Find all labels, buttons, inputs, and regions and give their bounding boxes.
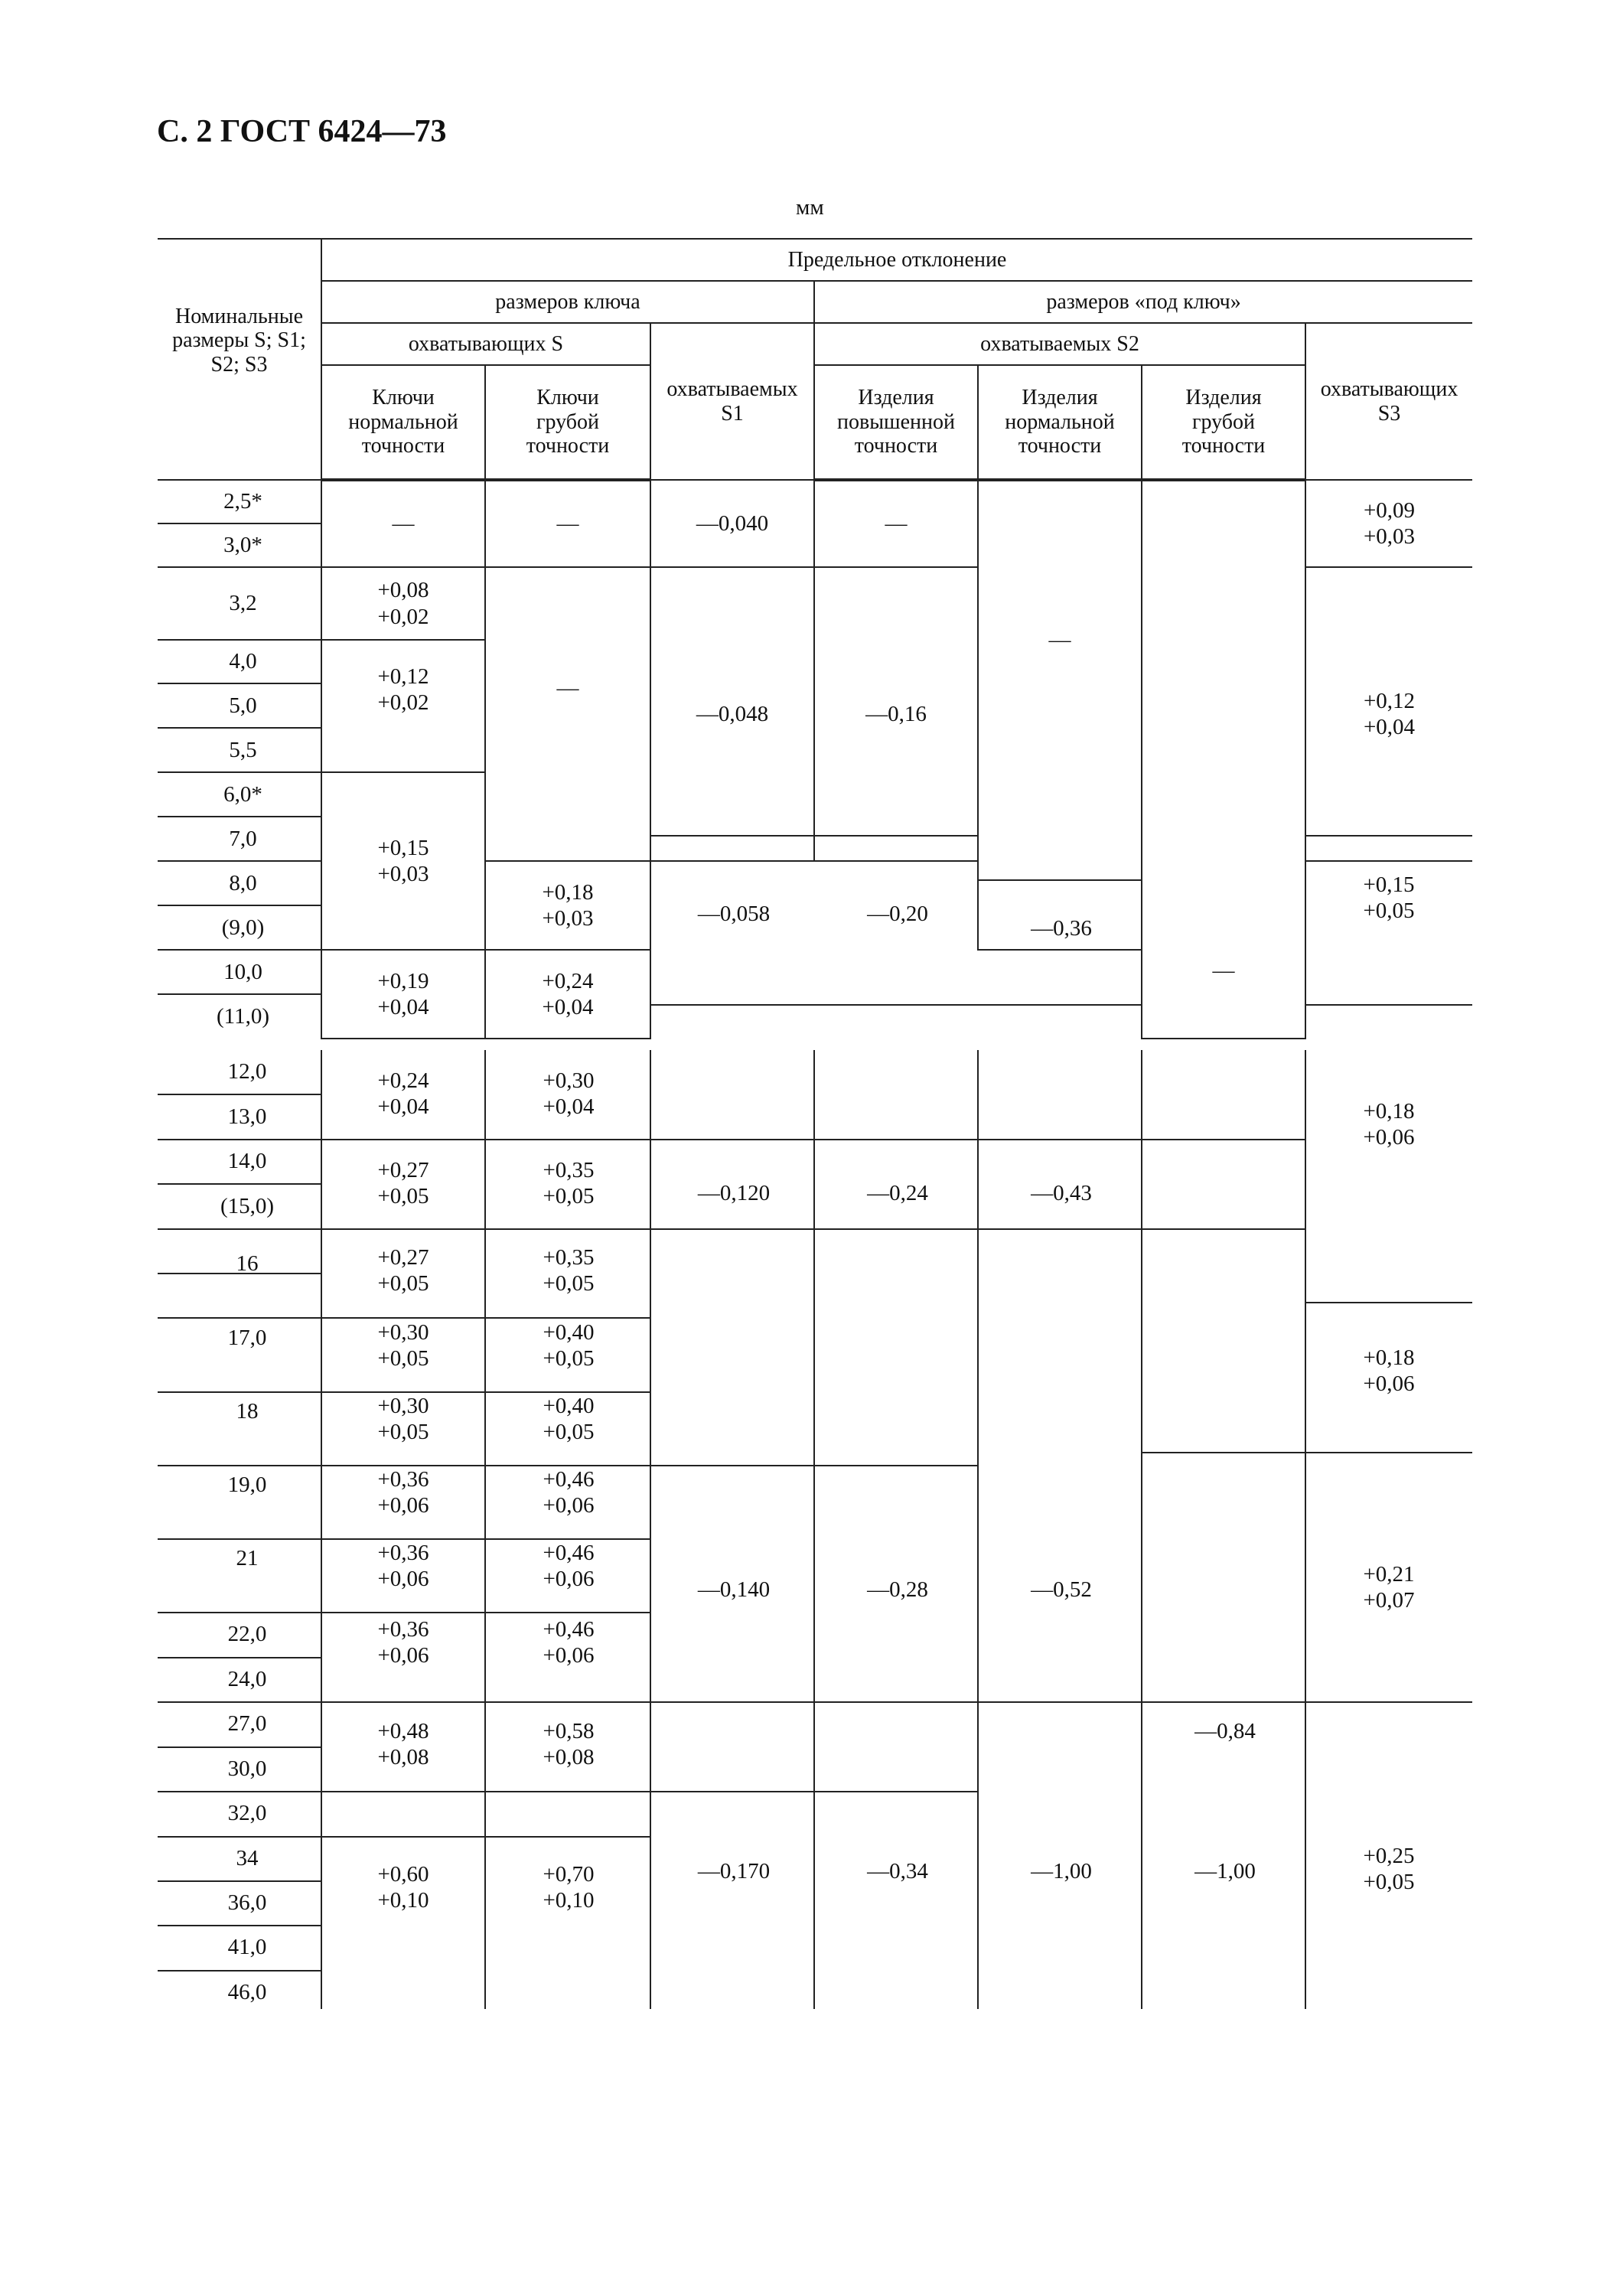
items-rough-cell: —0,84 — [1194, 1719, 1256, 1743]
tol-upper: +0,18 — [542, 879, 594, 905]
nominal-cell: 12,0 — [227, 1059, 267, 1084]
nominal-cell: 3,2 — [158, 567, 321, 640]
keys-normal-cell — [321, 1861, 485, 1913]
tol-lower: +0,03 — [377, 862, 429, 886]
tol-lower: +0,04 — [377, 995, 429, 1019]
nominal-cell: 6,0* — [158, 772, 321, 817]
header-enveloping-s: охватывающих S — [321, 323, 650, 365]
nominal-cell: 18 — [236, 1399, 259, 1424]
nominal-cell: 34 — [236, 1846, 259, 1870]
tol-lower: +0,05 — [377, 1346, 429, 1371]
tol-upper: — — [556, 511, 579, 536]
nominal-cell: 27,0 — [227, 1711, 267, 1736]
keys-rough-value: — — [556, 676, 579, 700]
tol-lower: +0,02 — [377, 604, 429, 629]
nominal-cell: 13,0 — [227, 1104, 267, 1129]
nominal-cell: 8,0 — [158, 861, 321, 905]
enveloped-s1-cell: —0,058 — [697, 902, 771, 926]
keys-normal-cell — [321, 1068, 485, 1120]
header-items-increased-text: Изделия повышенной точности — [837, 386, 955, 458]
items-normal-cell: —1,00 — [1031, 1859, 1092, 1883]
tol-upper: +0,58 — [543, 1719, 595, 1743]
tol-lower: +0,03 — [542, 906, 594, 931]
tol-upper: +0,12 — [1363, 688, 1416, 713]
nominal-cell: (9,0) — [158, 905, 321, 950]
keys-rough-cell — [487, 1718, 650, 1770]
tol-lower: +0,07 — [1363, 1588, 1415, 1613]
tol-upper: +0,46 — [543, 1541, 595, 1565]
enveloped-s1-cell: —0,120 — [697, 1181, 771, 1205]
items-normal-cell: —0,43 — [1031, 1181, 1092, 1205]
keys-rough-cell — [487, 1616, 650, 1668]
tol-lower: +0,08 — [377, 1745, 429, 1770]
tol-lower: +0,10 — [543, 1888, 595, 1913]
tol-lower: +0,06 — [543, 1643, 595, 1668]
keys-rough-cell — [487, 1068, 650, 1120]
nominal-cell: 21 — [236, 1546, 259, 1570]
tol-lower: +0,06 — [543, 1493, 595, 1518]
keys-rough-cell — [487, 1244, 650, 1296]
enveloping-s3-cell — [1307, 1098, 1471, 1150]
nominal-cell: 2,5* — [158, 480, 321, 523]
tol-upper: +0,15 — [1363, 872, 1415, 897]
tol-lower: +0,05 — [1363, 1870, 1415, 1895]
tol-lower: +0,04 — [1363, 715, 1416, 739]
nominal-cell: 7,0 — [158, 817, 321, 861]
nominal-cell: 17,0 — [227, 1326, 267, 1350]
tol-lower: +0,04 — [377, 1094, 429, 1120]
items-normal-value: — — [1048, 628, 1071, 652]
header-limit-deviation: Предельное отклонение — [321, 239, 1472, 281]
tol-upper: +0,35 — [543, 1158, 595, 1182]
nominal-cell: 5,5 — [158, 728, 321, 772]
keys-rough-cell — [487, 1319, 650, 1371]
keys-normal-cell — [321, 1319, 485, 1371]
keys-normal-cell — [321, 1616, 485, 1668]
keys-rough-cell — [487, 1540, 650, 1592]
items-normal-cell: —0,36 — [1031, 916, 1092, 941]
items-rough-cell: —1,00 — [1194, 1859, 1256, 1883]
tol-lower: +0,04 — [542, 995, 594, 1019]
tol-lower: +0,06 — [543, 1567, 595, 1592]
keys-normal-cell — [321, 1718, 485, 1770]
header-key-sizes: размеров ключа — [321, 281, 814, 323]
enveloped-s1-cell: —0,040 — [650, 480, 814, 567]
header-items-rough-text: Изделия грубой точности — [1181, 386, 1266, 458]
nominal-cell: 19,0 — [227, 1473, 267, 1497]
header-keys-rough-text: Ключи грубой точности — [526, 386, 610, 458]
keys-normal-cell — [321, 1244, 485, 1296]
tol-lower: +0,05 — [377, 1271, 429, 1296]
tol-upper: +0,30 — [377, 1320, 429, 1345]
header-nominal-text: Номинальные размеры S; S1; S2; S3 — [172, 305, 306, 377]
keys-rough-cell — [487, 1466, 650, 1518]
keys-normal-cell — [321, 1157, 485, 1209]
nominal-cell: 16 — [236, 1251, 259, 1276]
tol-lower: +0,05 — [543, 1184, 595, 1209]
tol-upper: +0,70 — [543, 1862, 595, 1887]
tol-lower: +0,06 — [377, 1567, 429, 1592]
nominal-cell: 30,0 — [227, 1756, 267, 1781]
tol-lower: +0,02 — [377, 690, 429, 716]
tol-upper: +0,40 — [543, 1320, 595, 1345]
tol-lower: +0,08 — [543, 1745, 595, 1770]
tol-upper: +0,21 — [1363, 1562, 1415, 1587]
items-increased-cell: —0,34 — [867, 1859, 928, 1883]
tol-lower: +0,05 — [543, 1271, 595, 1296]
keys-normal-cell — [321, 1466, 485, 1518]
tol-lower: +0,03 — [1363, 524, 1416, 549]
header-enveloping-s3-text: охватывающих S3 — [1320, 377, 1458, 426]
nominal-cell: 22,0 — [227, 1622, 267, 1646]
tol-upper: +0,36 — [377, 1467, 429, 1492]
keys-rough-cell — [487, 1861, 650, 1913]
tol-upper: +0,46 — [543, 1467, 595, 1492]
items-rough-value: — — [1212, 958, 1235, 983]
tol-upper: +0,48 — [377, 1719, 429, 1743]
header-items-normal-text: Изделия нормальной точности — [1005, 386, 1115, 458]
items-normal-cell: —0,52 — [1031, 1577, 1092, 1602]
tol-upper: +0,24 — [542, 968, 594, 993]
tol-upper: +0,09 — [1363, 497, 1416, 523]
items-increased-cell: —0,16 — [814, 567, 978, 861]
tol-lower: +0,06 — [1363, 1125, 1415, 1150]
tol-lower: +0,05 — [543, 1420, 595, 1445]
header-under-key-sizes: размеров «под ключ» — [814, 281, 1472, 323]
keys-rough-cell — [487, 1157, 650, 1209]
tol-upper: +0,36 — [377, 1541, 429, 1565]
enveloping-s3-cell — [1307, 872, 1471, 924]
enveloped-s1-cell: —0,170 — [697, 1859, 771, 1883]
header-enveloped-s2: охватываемых S2 — [814, 323, 1305, 365]
nominal-cell: 24,0 — [227, 1667, 267, 1691]
tol-upper: +0,08 — [377, 578, 429, 603]
tol-lower: +0,05 — [377, 1184, 429, 1209]
nominal-cell: 14,0 — [227, 1149, 267, 1173]
tol-lower: +0,10 — [377, 1888, 429, 1913]
items-increased-cell: —0,24 — [867, 1181, 928, 1205]
enveloping-s3-cell — [1307, 1561, 1471, 1613]
tol-upper: +0,18 — [1363, 1099, 1415, 1124]
items-increased-cell: — — [814, 480, 978, 567]
nominal-cell: (11,0) — [158, 994, 321, 1039]
enveloping-s3-cell — [1307, 1843, 1471, 1895]
tol-upper: +0,60 — [377, 1862, 429, 1887]
keys-normal-cell — [321, 1393, 485, 1445]
page-header: С. 2 ГОСТ 6424—73 — [157, 114, 447, 149]
tol-upper: +0,35 — [543, 1245, 595, 1270]
tol-upper: +0,25 — [1363, 1844, 1415, 1868]
tol-upper: +0,27 — [377, 1245, 429, 1270]
enveloping-s3-cell — [1307, 1345, 1471, 1397]
tol-lower: +0,04 — [543, 1094, 595, 1120]
tol-upper: +0,40 — [543, 1394, 595, 1418]
items-increased-cell: —0,28 — [867, 1577, 928, 1602]
tol-lower: +0,06 — [377, 1643, 429, 1668]
tol-upper: +0,24 — [377, 1068, 429, 1093]
nominal-cell: 41,0 — [227, 1935, 267, 1959]
nominal-cell: 46,0 — [227, 1980, 267, 2004]
nominal-cell: 36,0 — [227, 1890, 267, 1915]
keys-normal-cell — [321, 1540, 485, 1592]
tol-upper: +0,30 — [377, 1394, 429, 1418]
header-enveloped-s1-text: охватываемых S1 — [666, 377, 798, 426]
tol-upper: — — [392, 511, 415, 536]
tol-upper: +0,46 — [543, 1617, 595, 1642]
tol-upper: +0,30 — [543, 1068, 595, 1093]
nominal-cell: 3,0* — [158, 523, 321, 567]
tol-lower: +0,06 — [377, 1493, 429, 1518]
tol-lower: +0,05 — [543, 1346, 595, 1371]
tol-upper: +0,27 — [377, 1158, 429, 1182]
keys-rough-cell — [487, 1393, 650, 1445]
tol-upper: +0,19 — [377, 968, 429, 993]
nominal-cell: 32,0 — [227, 1801, 267, 1825]
tol-upper: +0,12 — [377, 664, 429, 689]
tol-lower: +0,05 — [1363, 899, 1415, 924]
tol-lower: +0,06 — [1363, 1371, 1415, 1397]
tol-upper: +0,15 — [377, 835, 429, 860]
enveloped-s1-cell: —0,140 — [697, 1577, 771, 1602]
tol-upper: +0,18 — [1363, 1345, 1415, 1370]
nominal-cell: (15,0) — [220, 1194, 275, 1218]
units-label: мм — [796, 195, 824, 220]
tol-lower: +0,05 — [377, 1420, 429, 1445]
nominal-cell: 10,0 — [158, 950, 321, 994]
header-keys-normal-text: Ключи нормальной точности — [348, 386, 458, 458]
tol-upper: +0,36 — [377, 1617, 429, 1642]
nominal-cell: 4,0 — [158, 640, 321, 683]
enveloped-s1-cell: —0,048 — [650, 567, 814, 861]
items-increased-cell: —0,20 — [867, 902, 928, 926]
nominal-cell: 5,0 — [158, 683, 321, 728]
